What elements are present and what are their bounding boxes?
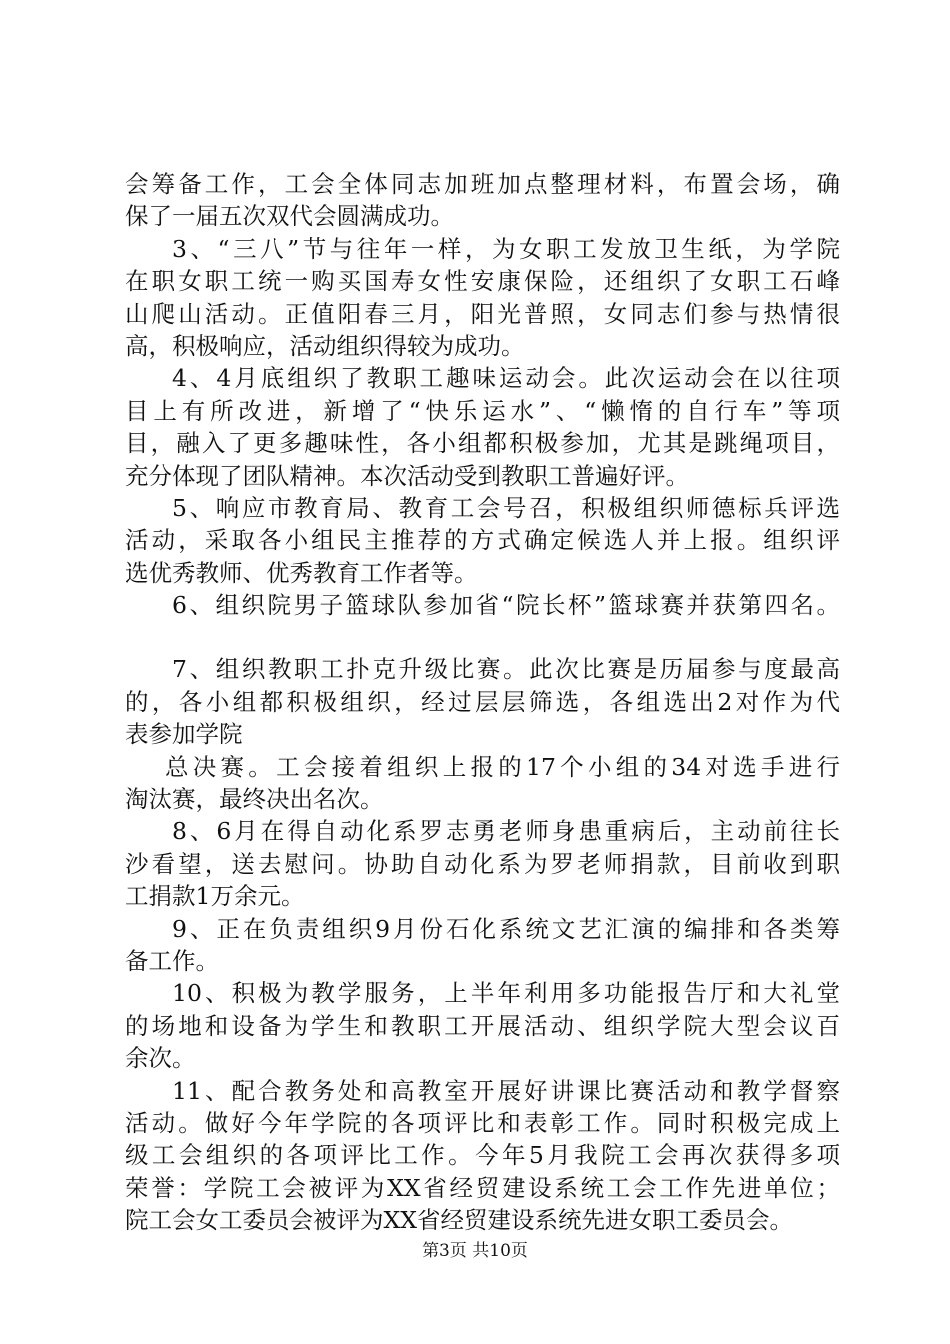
paragraph-line: 总决赛。工会接着组织上报的17个小组的34对选手进行 (165, 752, 840, 781)
paragraph-line: 4、4月底组织了教职工趣味运动会。此次运动会在以往项 (172, 364, 840, 393)
page-number-footer: 第3页 共10页 (422, 1241, 528, 1261)
paragraph-line: 9、正在负责组织9月份石化系统文艺汇演的编排和各类筹 (172, 914, 840, 943)
paragraph-gap (125, 621, 840, 653)
paragraph-line: 院工会女工委员会被评为XX省经贸建设系统先进女职工委员会。 (125, 1206, 793, 1235)
paragraph-line: 3、“三八”节与往年一样，为女职工发放卫生纸，为学院 (172, 234, 840, 263)
paragraph-line: 在职女职工统一购买国寿女性安康保险，还组织了女职工石峰 (125, 267, 840, 296)
paragraph-line: 淘汰赛，最终决出名次。 (125, 785, 384, 814)
paragraph-line: 备工作。 (125, 946, 219, 975)
paragraph-line: 沙看望，送去慰问。协助自动化系为罗老师捐款，目前收到职 (125, 849, 840, 878)
paragraph-line: 活动。做好今年学院的各项评比和表彰工作。同时积极完成上 (125, 1108, 840, 1137)
paragraph-line: 的场地和设备为学生和教职工开展活动、组织学院大型会议百 (125, 1011, 840, 1040)
paragraph-line: 的，各小组都积极组织，经过层层筛选，各组选出2对作为代 (125, 687, 840, 716)
paragraph-line: 8、6月在得自动化系罗志勇老师身患重病后，主动前往长 (172, 817, 840, 846)
paragraph-line: 会筹备工作，工会全体同志加班加点整理材料，布置会场，确 (125, 170, 840, 198)
paragraph-line: 山爬山活动。正值阳春三月，阳光普照，女同志们参与热情很 (125, 299, 840, 328)
paragraph-line: 级工会组织的各项评比工作。今年5月我院工会再次获得多项 (125, 1141, 840, 1170)
paragraph-line: 5、响应市教育局、教育工会号召，积极组织师德标兵评选 (172, 493, 840, 522)
paragraph-line: 选优秀教师、优秀教育工作者等。 (125, 558, 478, 587)
paragraph-line: 6、组织院男子篮球队参加省“院长杯”篮球赛并获第四名。 (172, 591, 840, 620)
document-body (125, 168, 840, 1237)
paragraph-line: 高，积极响应，活动组织得较为成功。 (125, 331, 525, 360)
paragraph-line: 充分体现了团队精神。本次活动受到教职工普遍好评。 (125, 461, 689, 490)
paragraph-line: 活动，采取各小组民主推荐的方式确定候选人并上报。组织评 (125, 526, 840, 555)
paragraph-line: 目上有所改进，新增了“快乐运水”、“懒惰的自行车”等项 (125, 396, 840, 425)
paragraph-line: 11、配合教务处和高教室开展好讲课比赛活动和教学督察 (172, 1076, 840, 1105)
paragraph-line: 荣誉：学院工会被评为XX省经贸建设系统工会工作先进单位； (125, 1173, 840, 1202)
paragraph-line: 目，融入了更多趣味性，各小组都积极参加，尤其是跳绳项目， (125, 429, 840, 458)
paragraph-line: 10、积极为教学服务，上半年利用多功能报告厅和大礼堂 (172, 979, 840, 1008)
paragraph-line: 工捐款1万余元。 (125, 882, 305, 911)
paragraph-line: 保了一届五次双代会圆满成功。 (125, 202, 454, 231)
paragraph-line: 7、组织教职工扑克升级比赛。此次比赛是历届参与度最高 (172, 655, 840, 684)
paragraph-line: 余次。 (125, 1044, 196, 1073)
paragraph-line: 表参加学院 (125, 720, 243, 749)
